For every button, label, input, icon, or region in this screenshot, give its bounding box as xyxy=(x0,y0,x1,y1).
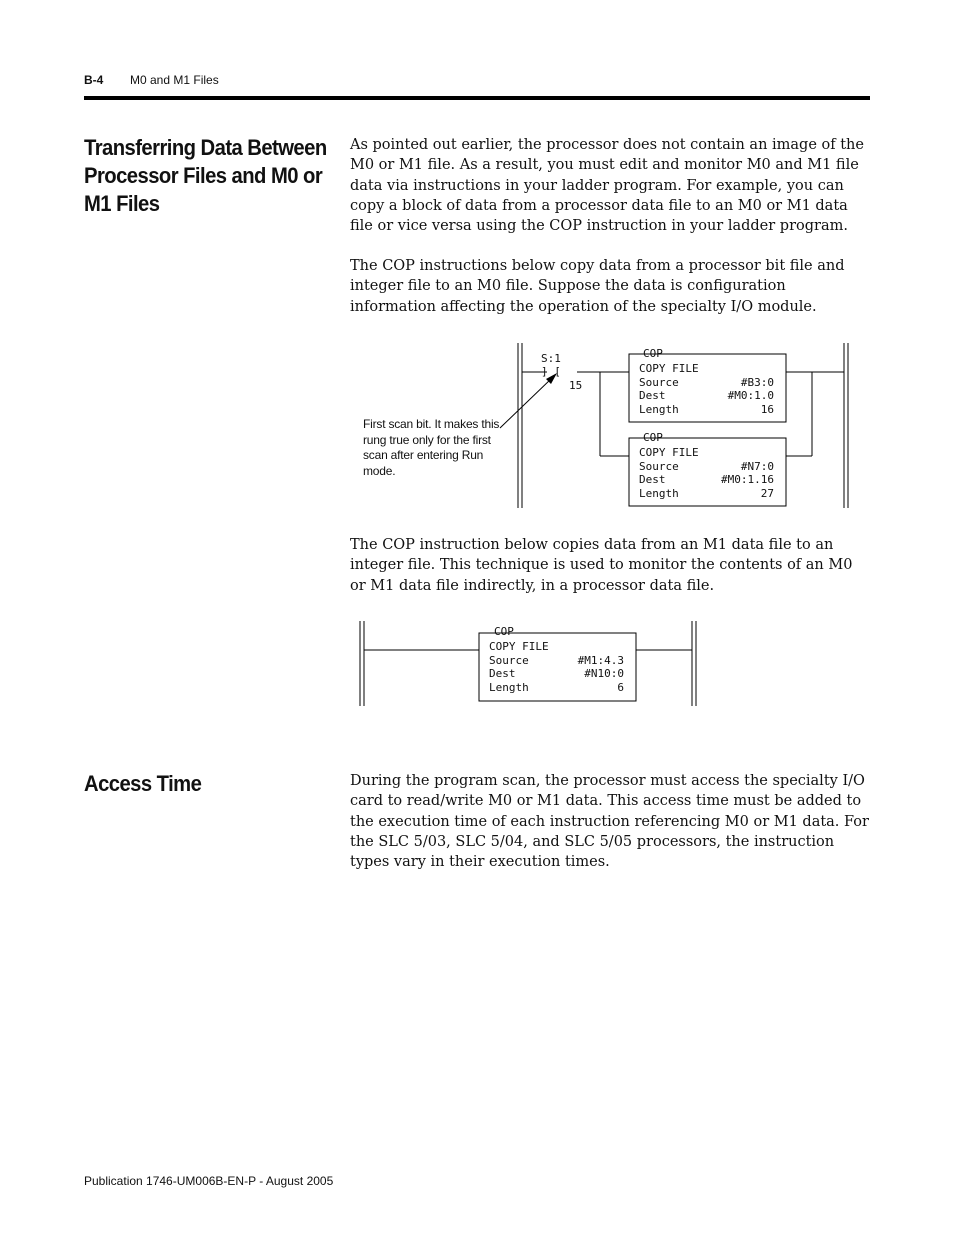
dest-value: #M0:1.0 xyxy=(727,389,774,402)
source-value: #M1:4.3 xyxy=(577,654,624,667)
paragraph-cop-m1: The COP instruction below copies data from an M1 data file to an integer file. This technique is used to monitor the contents of an M0 or M1 data file indirectly, in a processor data file. xyxy=(350,537,853,594)
ladder-diagram-rung-2 xyxy=(355,618,705,715)
length-label: Length xyxy=(639,487,679,500)
paragraph-intro: As pointed out earlier, the processor does not contain an image of the M0 or M1 file. As a result, you must edit and monitor M0 and M1 file data via instructions in your ladder program. For example, you can copy a block of data from a processor data file to an M0 or M1 data file or vice versa using the COP instruction in your ladder program. xyxy=(350,137,864,235)
dest-label: Dest xyxy=(639,473,666,486)
dest-label: Dest xyxy=(639,389,666,402)
contact-bit: 15 xyxy=(569,379,583,392)
dest-value: #M0:1.16 xyxy=(721,473,774,486)
cop-title: COPY FILE xyxy=(639,362,699,375)
section-heading-access-time: Access Time xyxy=(84,771,202,796)
cop-title: COPY FILE xyxy=(639,446,699,459)
header-rule xyxy=(84,96,870,100)
contact-symbol: ] [ xyxy=(541,365,561,378)
source-value: #B3:0 xyxy=(740,376,774,389)
contact-address: S:1 xyxy=(541,352,561,365)
publication-footer: Publication 1746-UM006B-EN-P - August 2005 xyxy=(84,1174,334,1188)
dest-value: #N10:0 xyxy=(584,667,624,680)
length-label: Length xyxy=(489,681,529,694)
cop-tag: COP xyxy=(643,347,663,360)
dest-label: Dest xyxy=(489,667,516,680)
length-value: 16 xyxy=(760,403,774,416)
first-scan-bit-annotation: First scan bit. It makes this rung true only for the first scan after entering Run mode. xyxy=(363,417,500,478)
callout-arrow xyxy=(500,378,552,428)
cop-tag: COP xyxy=(494,625,514,638)
paragraph-access-time: During the program scan, the processor must access the specialty I/O card to read/write M0 or M1 data. This access time must be added to the execution time of each instruction referencing M0 or M1 data. For the SLC 5/03, SLC 5/04, and SLC 5/05 processors, the instruction types vary in their execution times. xyxy=(350,773,869,871)
source-label: Source xyxy=(489,654,529,667)
section-heading-transferring-data: Transferring Data Between Processor Files and M0 or M1 Files xyxy=(84,135,327,216)
source-value: #N7:0 xyxy=(740,460,774,473)
chapter-title: M0 and M1 Files xyxy=(130,73,219,87)
source-label: Source xyxy=(639,376,679,389)
length-label: Length xyxy=(639,403,679,416)
cop-tag: COP xyxy=(643,431,663,444)
cop-title: COPY FILE xyxy=(489,640,549,653)
page-number: B-4 xyxy=(84,73,104,87)
source-label: Source xyxy=(639,460,679,473)
length-value: 6 xyxy=(617,681,624,694)
paragraph-cop-bit-integer: The COP instructions below copy data from a processor bit file and integer file to an M0 file. Suppose the data is configuration information affecting the operation of the specialty I/O module. xyxy=(350,258,845,315)
length-value: 27 xyxy=(760,487,774,500)
running-header xyxy=(84,73,219,87)
